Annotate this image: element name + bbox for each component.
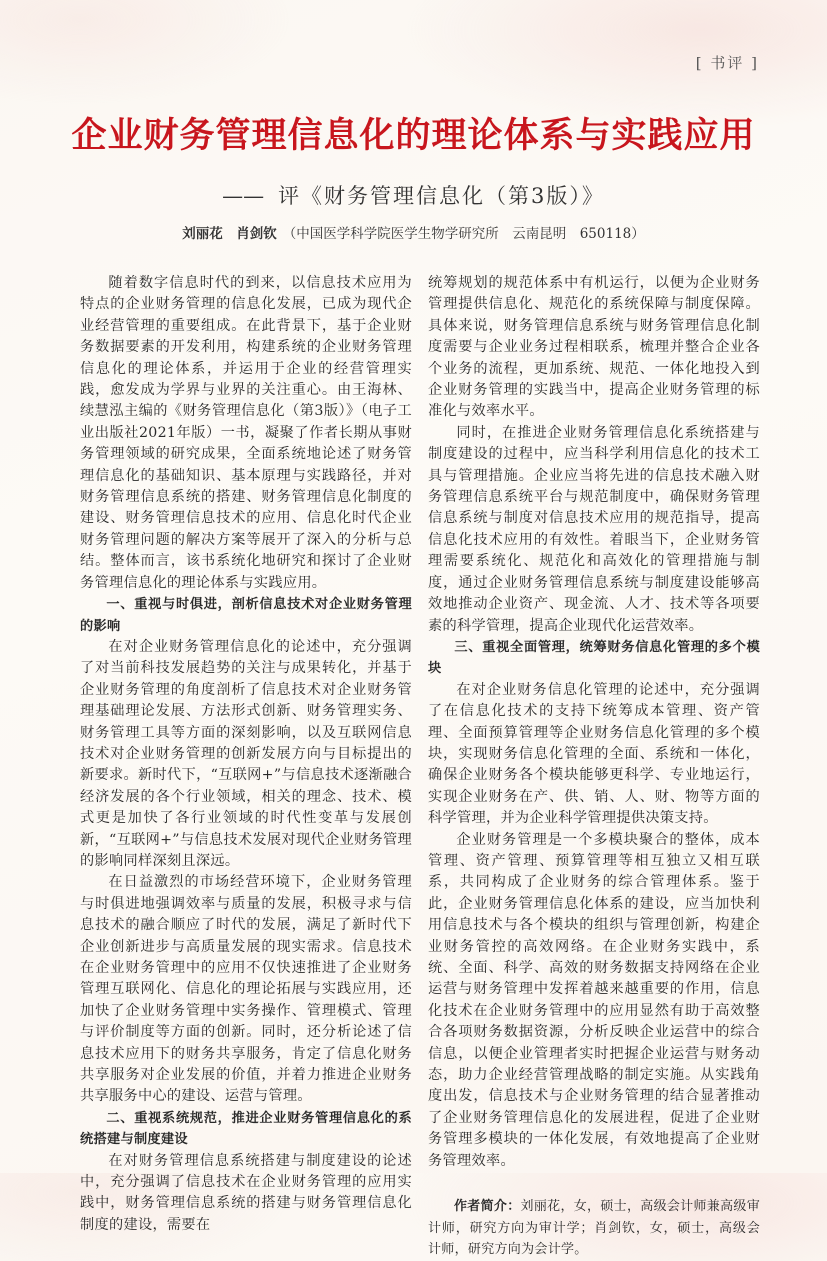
bio-label: 作者简介： [454,1199,521,1215]
author-bio [428,1196,760,1261]
section-tag: [ 书评 ] [695,54,759,72]
paragraph: 统筹规划的规范体系中有机运行，以便为企业财务管理提供信息化、规范化的系统保障与制度保障。具体来说，财务管理信息系统与财务管理信息化制度需要与企业业务过程相联系，梳理并整合企业各个业务的流程，更加系统、规范、一体化地投入到企业财务管理的实践当中，提高企业财务管理的标准化与效率水平。 [428,275,760,420]
paragraph: 同时，在推进企业财务管理信息化系统搭建与制度建设的过程中，应当科学利用信息化的技术工具与管理措施。企业应当将先进的信息技术融入财务管理信息系统平台与规范制度中，确保财务管理信息系统与制度对信息技术应用的规范指导，提高信息化技术应用的有效性。着眼当下，企业财务管理需要系统化、规范化和高效化的管理措施与制度，通过企业财务管理信息系统与制度建设能够高效地推动企业资产、现金流、人才、技术等各项要素的科学管理，提高企业现代化运营效率。 [428,424,760,634]
right-column [428,273,760,1261]
author-names: 刘丽花 肖剑钦 [182,226,277,242]
paragraph: 在日益激烈的市场经营环境下，企业财务管理与时俱进地强调效率与质量的发展，积极寻求与信息技术的融合顺应了时代的发展，满足了新时代下企业创新进步与高质量发展的现实需求。信息技术在企业财务管理中的应用不仅快速推进了企业财务管理互联网化、信息化的理论拓展与实践应用，还加快了企业财务管理中实务操作、管理模式、管理与评价制度等方面的创新。同时，还分析论述了信息技术应用下的财务共享服务，肯定了信息化财务共享服务对企业发展的价值，并着力推进企业财务共享服务中心的建设、运营与管理。 [80,874,412,1105]
paragraph: 企业财务管理是一个多模块聚合的整体，成本管理、资产管理、预算管理等相互独立又相互联系，共同构成了企业财务的综合管理体系。鉴于此，企业财务管理信息化体系的建设，应当加快利用信息技术与各个模块的组织与管理创新，构建企业财务管控的高效网络。在企业财务实践中，系统、全面、科学、高效的财务数据支持网络在企业运营与财务管理中发挥着越来越重要的作用，信息化技术在企业财务管理中的应用显然有助于高效整合各项财务数据资源，分析反映企业运营中的综合信息，以便企业管理者实时把握企业运营与财务动态，助力企业经营管理战略的制定实施。从实践角度出发，信息技术与企业财务管理的结合显著推动了企业财务管理信息化的发展进程，促进了企业财务管理多模块的一体化发展，有效地提高了企业财务管理效率。 [428,831,760,1169]
paragraph: 在对企业财务信息化管理的论述中，充分强调了在信息化技术的支持下统筹成本管理、资产管理、全面预算管理等企业财务信息化管理的多个模块，实现财务信息化管理的全面、系统和一体化，确保企业财务各个模块能够更科学、专业地运行，实现企业财务在产、供、销、人、财、物等方面的科学管理，并为企业科学管理提供决策支持。 [428,681,760,827]
subtitle-text: 评《财务管理信息化（第3版）》 [278,184,605,208]
paragraph: 在对企业财务管理信息化的论述中，充分强调了对当前科技发展趋势的关注与成果转化，并基于企业财务管理的角度剖析了信息技术对企业财务管理基础理论发展、方法形式创新、财务管理实务、财务管理工具等方面的深刻影响，以及互联网信息技术对企业财务管理的创新发展方向与目标提出的新要求。新时代下，“互联网+”与信息技术逐渐融合经济发展的各个行业领域，相关的理念、技术、模式更是加快了各行业领域的时代性变革与发展创新，“互联网+”与信息技术发展对现代企业财务管理的影响同样深刻且深远。 [80,638,412,869]
bio-text: 刘丽花，女，硕士，高级会计师兼高级审计师，研究方向为审计学；肖剑钦，女，硕士，高级会计师，研究方向为会计学。 [428,1199,760,1258]
author-affiliation: （中国医学科学院医学生物学研究所 云南昆明 650118） [282,226,645,242]
paragraph: 随着数字信息时代的到来，以信息技术应用为特点的企业财务管理的信息化发展，已成为现代企业经营管理的重要组成。在此背景下，基于企业财务数据要素的开发利用，构建系统的企业财务管理信息化的理论体系，并运用于企业的经营管理实践，愈发成为学界与业界的关注重心。由王海林、续慧泓主编的《财务管理信息化（第3版）》（电子工业出版社2021年版）一书，凝聚了作者长期从事财务管理领域的研究成果，全面系统地论述了财务管理信息化的基础知识、基本原理与实践路径，并对财务管理信息系统的搭建、财务管理信息化制度的建设、财务管理信息技术的应用、信息化时代企业财务管理问题的解决方案等展开了深入的分析与总结。整体而言，该书系统化地研究和探讨了企业财务管理信息化的理论体系与实践应用。 [80,275,412,591]
article-subtitle [0,180,827,210]
subtitle-dash: —— [222,184,265,208]
left-column [80,273,412,1236]
section-heading: 二、重视系统规范，推进企业财务管理信息化的系统搭建与制度建设 [80,1110,412,1148]
author-line [0,222,827,242]
section-heading: 一、重视与时俱进，剖析信息技术对企业财务管理的影响 [80,597,412,634]
paragraph: 在对财务管理信息系统搭建与制度建设的论述中，充分强调了信息技术在企业财务管理的应用实践中，财务管理信息系统的搭建与财务管理信息化制度的建设，需要在 [80,1152,412,1233]
section-heading: 三、重视全面管理，统筹财务信息化管理的多个模块 [428,639,760,677]
article-title: 企业财务管理信息化的理论体系与实践应用 [71,116,756,156]
